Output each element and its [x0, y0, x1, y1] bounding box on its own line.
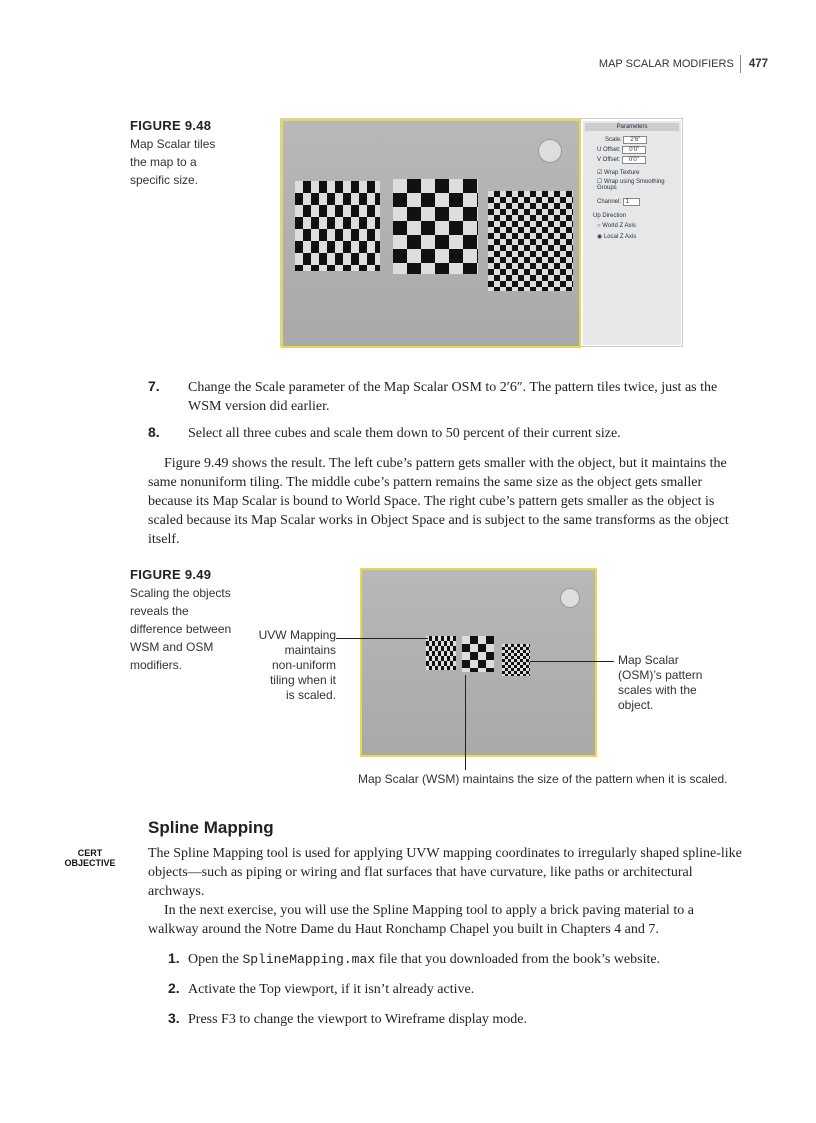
parameters-panel: [583, 121, 681, 345]
figure-48-image: [280, 118, 683, 347]
viewcube-icon[interactable]: [560, 588, 580, 608]
step-text: Change the Scale parameter of the Map Scalar OSM to 2′6″. The pattern tiles twice, just as the WSM version did earlier.: [188, 380, 718, 414]
channel-field[interactable]: 1: [623, 198, 640, 206]
cube-uvw: [295, 181, 380, 271]
leader-line: [336, 638, 428, 639]
step-item: [168, 979, 746, 999]
step-text: Activate the Top viewport, if it isn’t already active.: [188, 982, 475, 997]
world-z-radio[interactable]: ○ World Z Axis: [597, 223, 636, 229]
v-offset-field[interactable]: 0'0": [622, 156, 646, 164]
scale-label: Scale:: [605, 137, 622, 143]
running-header: [560, 55, 768, 73]
u-offset-label: U Offset:: [597, 147, 621, 153]
page-number: 477: [748, 58, 768, 70]
steps-list-b: [168, 949, 746, 1029]
figure-48-label: FIGURE 9.48: [130, 118, 212, 133]
local-z-label: Local Z Axis: [603, 234, 637, 240]
up-direction-label: Up Direction: [593, 213, 627, 219]
filename: SplineMapping.max: [242, 952, 376, 967]
callout-osm: Map Scalar (OSM)’s pattern scales with the object.: [618, 653, 703, 712]
leader-line: [530, 661, 614, 662]
u-offset-field[interactable]: 0'0": [622, 146, 646, 154]
local-z-radio[interactable]: ◉ Local Z Axis: [597, 234, 637, 240]
callout-uvw: UVW Mapping maintains non-uniform tiling when it is scaled.: [258, 628, 336, 702]
step-item: [168, 949, 746, 969]
figure-49-image: [360, 568, 597, 757]
step-number: 8.: [148, 424, 160, 440]
step-number: 2.: [168, 980, 180, 996]
step-text: Press F3 to change the viewport to Wireframe display mode.: [188, 1012, 527, 1027]
leader-line: [465, 675, 466, 770]
step-number: 7.: [148, 378, 160, 394]
parameters-rollout[interactable]: Parameters: [585, 123, 679, 131]
step-number: 1.: [168, 950, 180, 966]
step-text: Select all three cubes and scale them down to 50 percent of their current size.: [188, 426, 621, 441]
step-item: [148, 377, 746, 416]
wrap-texture-checkbox[interactable]: ☑ Wrap Texture: [597, 170, 640, 176]
step-text: Open the: [188, 952, 243, 967]
step-item: [148, 423, 746, 443]
step-text: file that you downloaded from the book’s website.: [375, 952, 661, 967]
wrap-texture-label: Wrap Texture: [604, 170, 640, 176]
v-offset-label: V Offset:: [597, 157, 621, 163]
viewcube-icon[interactable]: [538, 139, 562, 163]
cert-objective-badge: CERT OBJECTIVE: [64, 848, 116, 868]
scale-field[interactable]: 2'6": [623, 136, 647, 144]
cube-wsm: [393, 179, 478, 274]
cube-uvw: [426, 636, 456, 670]
callout-wsm: Map Scalar (WSM) maintains the size of the pattern when it is scaled.: [358, 772, 728, 786]
wrap-smoothing-label: Wrap using Smoothing Groups: [597, 179, 665, 191]
figure-49-caption: Scaling the objects reveals the difference between WSM and OSM modifiers.: [130, 586, 232, 672]
viewport: [281, 119, 581, 348]
paragraph: The Spline Mapping tool is used for applying UVW mapping coordinates to irregularly shaped spline-like objects—such as piping or wiring and flat surfaces that have curvature, like paths or architectural archways.: [148, 846, 742, 899]
step-item: [168, 1009, 746, 1029]
world-z-label: World Z Axis: [602, 223, 636, 229]
section-title: MAP SCALAR MODIFIERS: [598, 58, 734, 70]
cube-osm: [488, 191, 573, 291]
figure-48-caption: Map Scalar tiles the map to a specific size.: [130, 137, 216, 187]
figure-49-label: FIGURE 9.49: [130, 567, 212, 582]
section-heading: Spline Mapping: [148, 818, 274, 837]
paragraph: In the next exercise, you will use the Spline Mapping tool to apply a brick paving material to a walkway around the Notre Dame du Haut Ronchamp Chapel you built in Chapters 4 and 7.: [148, 903, 694, 937]
step-number: 3.: [168, 1010, 180, 1026]
paragraph: Figure 9.49 shows the result. The left cube’s pattern gets smaller with the object, but it maintains the same nonuniform tiling. The middle cube’s pattern remains the same size as the object gets smaller because its Map Scalar is bound to World Space. The right cube’s pattern gets smaller as the object is scaled because its Map Scalar works in Object Space and is subject to the same transforms as the object itself.: [148, 456, 729, 547]
steps-list-a: [148, 377, 746, 443]
cube-wsm: [462, 636, 494, 672]
divider: [740, 55, 741, 73]
wrap-smoothing-checkbox[interactable]: ☐ Wrap using Smoothing Groups: [597, 179, 665, 191]
cube-osm: [502, 644, 530, 676]
channel-label: Channel:: [597, 199, 622, 205]
